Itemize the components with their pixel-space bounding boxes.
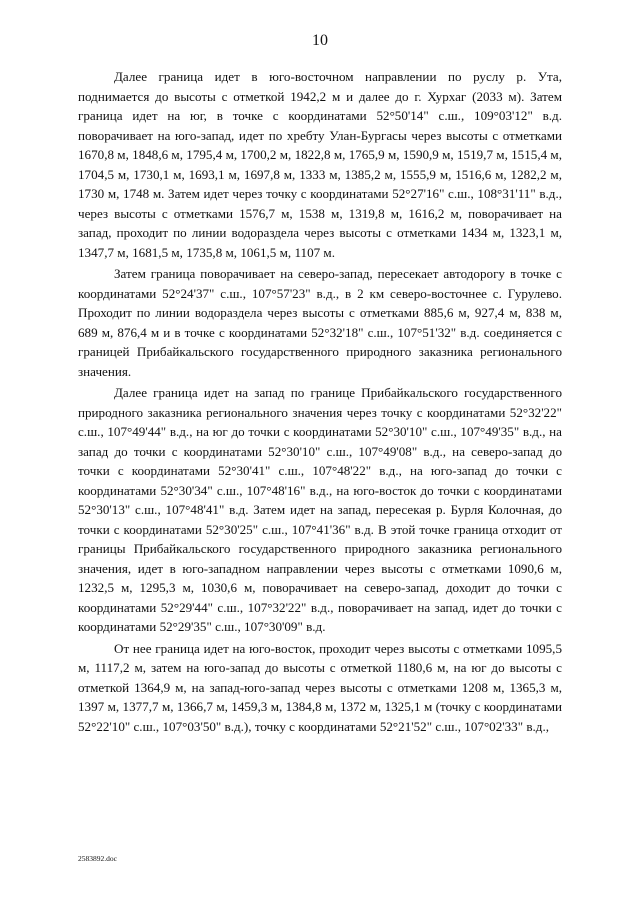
page-number: 10 (312, 32, 328, 49)
paragraph-3: Далее граница идет на запад по границе Прибайкальского государственного природного заказника регионального значения через точку с координатами 52°32'22" с.ш., 107°49'44" в.д., на юг до точки с координатами 52°30'10" с.ш., 107°49'35" в.д., на запад до точки с координатами 52°30'10" с.ш., 107°49'08" в.д., на северо-запад до точки с координатами 52°30'41" с.ш., 107°48'22" в.д., на юго-запад до точки с координатами 52°30'34" с.ш., 107°48'16" в.д., на юго-восток до точки с координатами 52°30'13" с.ш., 107°48'41" в.д. Затем идет на запад, пересекая р. Бурля Колочная, до точки с координатами 52°30'25" с.ш., 107°41'36" в.д. В этой точке граница отходит от границы Прибайкальского государственного природного заказника регионального значения, идет в юго-западном направлении через высоты с отметками 1090,6 м, 1232,5 м, 1295,3 м, 1030,6 м, поворачивает на северо-запад, доходит до точки с координатами 52°29'44" с.ш., 107°32'22" в.д., поворачивает на запад, идет до точки с координатами 52°29'35" с.ш., 107°30'09" в.д. (78, 385, 562, 634)
paragraph-2: Затем граница поворачивает на северо-запад, пересекает автодорогу в точке с координатами 52°24'37" с.ш., 107°57'23" в.д., в 2 км северо-восточнее с. Гурулево. Проходит по линии водораздела через высоты с отметками 885,6 м, 927,4 м, 838 м, 689 м, 876,4 м и в точке с координатами 52°32'18" с.ш., 107°51'32" в.д. соединяется с границей Прибайкальского государственного природного заказника регионального значения. (78, 266, 562, 379)
document-file-id: 2583892.doc (78, 854, 117, 863)
paragraph-1: Далее граница идет в юго-восточном направлении по руслу р. Ута, поднимается до высоты с отметкой 1942,2 м и далее до г. Хурхаг (2033 м). Затем граница идет на юг, в точке с координатами 52°50'14" с.ш., 109°03'12" в.д. поворачивает на юго-запад, идет по хребту Улан-Бургасы через высоты с отметками 1670,8 м, 1848,6 м, 1795,4 м, 1700,2 м, 1822,8 м, 1765,9 м, 1590,9 м, 1519,7 м, 1515,4 м, 1704,5 м, 1730,1 м, 1693,1 м, 1697,8 м, 1333 м, 1385,2 м, 1555,9 м, 1516,6 м, 1282,2 м, 1730 м, 1748 м. Затем идет через точку с координатами 52°27'16" с.ш., 108°31'11" в.д., через высоты с отметками 1576,7 м, 1538 м, 1319,8 м, 1616,2 м, поворачивает на запад, проходит по линии водораздела через высоты с отметками 1434 м, 1323,1 м, 1347,7 м, 1681,5 м, 1735,8 м, 1061,5 м, 1107 м. (78, 69, 562, 260)
paragraph-4: От нее граница идет на юго-восток, проходит через высоты с отметками 1095,5 м, 1117,2 м, затем на юго-запад до высоты с отметкой 1180,6 м, на юг до высоты с отметкой 1364,9 м, на запад-юго-запад через высоты с отметками 1208 м, 1365,3 м, 1397 м, 1377,7 м, 1366,7 м, 1459,3 м, 1384,8 м, 1372 м, 1325,1 м (точку с координатами 52°22'10" с.ш., 107°03'50" в.д.), точку с координатами 52°21'52" с.ш., 107°02'33" в.д., (78, 640, 562, 734)
document-body (78, 67, 562, 736)
